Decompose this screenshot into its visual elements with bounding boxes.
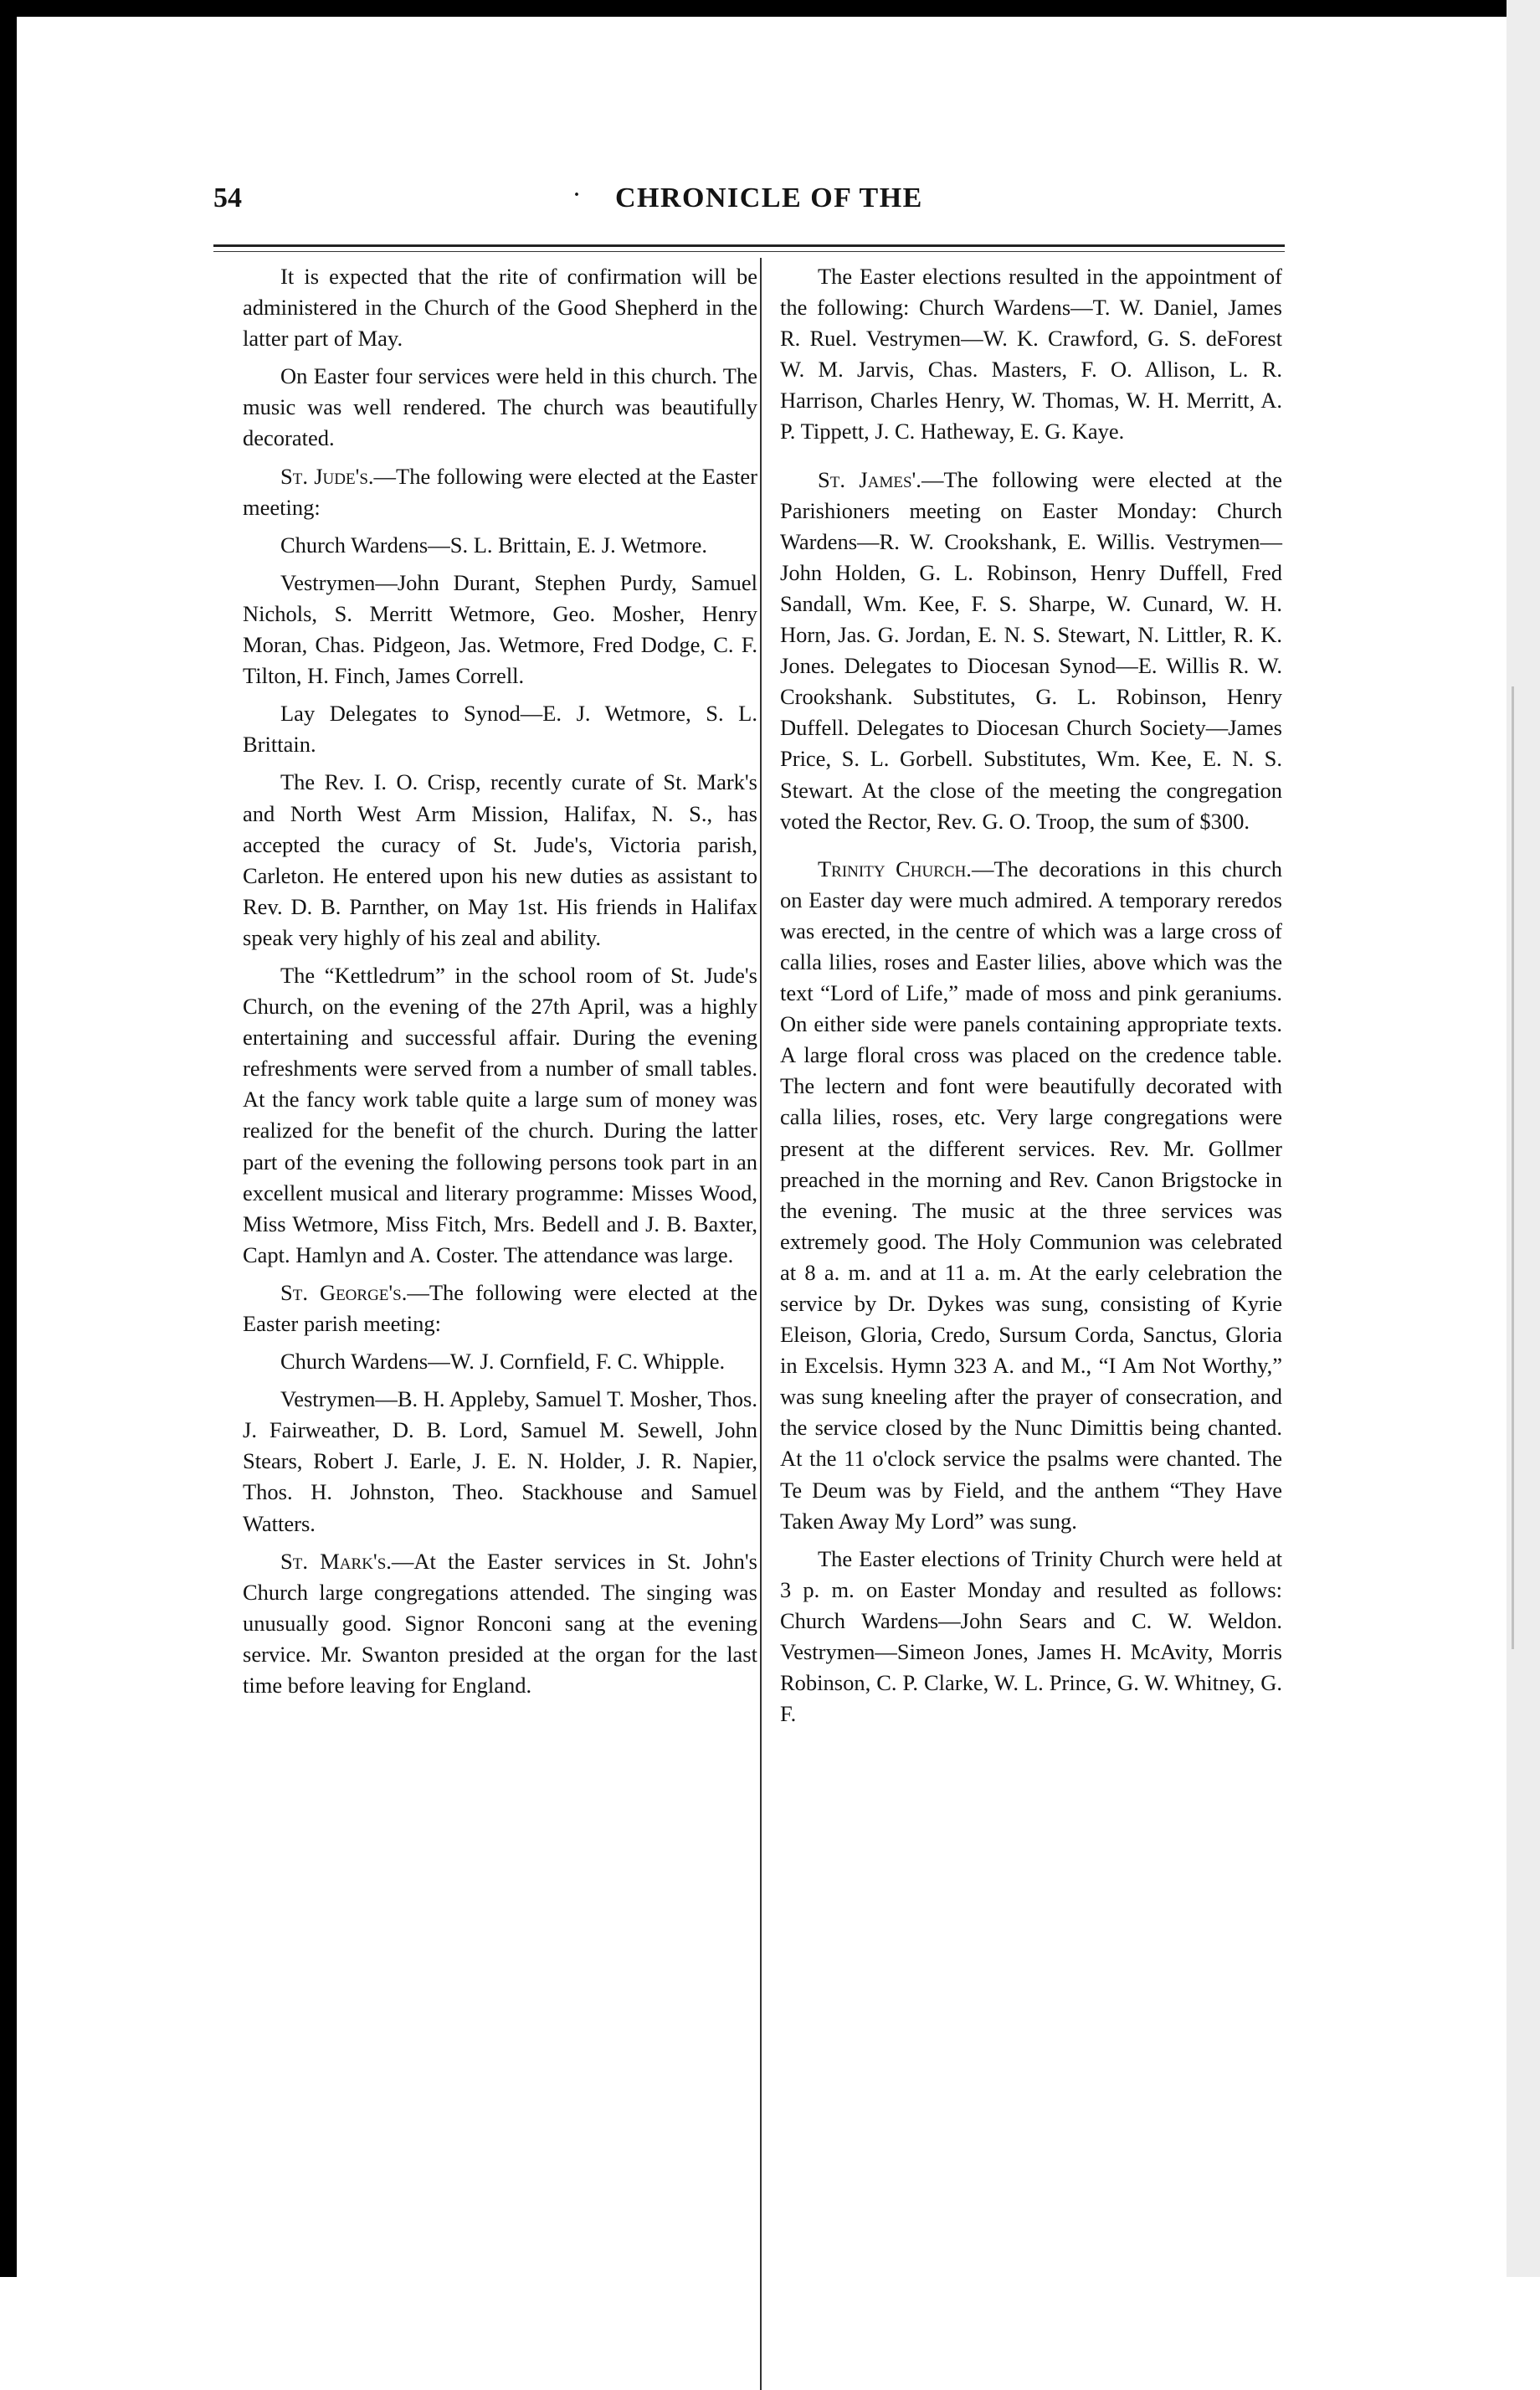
paragraph-vestrymen: Vestrymen—John Durant, Stephen Purdy, Samuel Nichols, S. Merritt Wetmore, Geo. Mosher, Henry Moran, Chas. Pidgeon, Jas. Wetmore, Fred Dodge, C. F. Tilton, H. Finch, James Correll. — [243, 569, 757, 689]
right-column — [780, 261, 1282, 1730]
column-divider — [760, 258, 762, 2390]
page-edge-shadow — [1512, 686, 1519, 1649]
header-rule-thin — [213, 251, 1285, 252]
section-text: —The decorations in this church on Easter day were much admired. A temporary reredos was erected, in the centre of which was a large cross of calla lilies, roses and Easter lilies, above which was the text “Lord of Life,” made of moss and pink geraniums. On either side were panels containing appropriate texts. A large floral cross was placed on the credence table. The lectern and font were beautifully decorated with calla lilies, roses, etc. Very large congregations were present at the different services. Rev. Mr. Gollmer preached in the morning and Rev. Canon Brigstocke in the evening. The music at the three services was extremely good. The Holy Communion was celebrated at 8 a. m. and at 11 a. m. At the early celebration the service by Dr. Dykes was sung, consisting of Kyrie Eleison, Gloria, Credo, Sursum Corda, Sanctus, Gloria in Excelsis. Hymn 323 A. and M., “I Am Not Worthy,” was sung kneeling after the prayer of consecration, and the service closed by the Nunc Dimittis being chanted. At the 11 o'clock service the psalms were chanted. The Te Deum was by Field, and the anthem “They Have Taken Away My Lord” was sung. — [780, 856, 1282, 1534]
paragraph-st-georges — [243, 1277, 757, 1339]
header-rule-thick — [213, 244, 1285, 247]
paragraph-kettledrum: The “Kettledrum” in the school room of St. Jude's Church, on the evening of the 27th April, was a highly entertaining and successful affair. During the evening refreshments were served from a number of small tables. At the fancy work table quite a large sum of money was realized for the benefit of the church. During the latter part of the evening the following persons took part in an excellent musical and literary programme: Misses Wood, Miss Wetmore, Miss Fitch, Mrs. Bedell and J. B. Baxter, Capt. Hamlyn and A. Coster. The attendance was large. — [243, 962, 757, 1267]
running-title: CHRONICLE OF THE — [615, 182, 923, 213]
paragraph-easter-services: On Easter four services were held in this church. The music was well rendered. The church was beautifully decorated. — [243, 363, 757, 451]
header-dot: · — [573, 184, 581, 206]
section-heading-st-georges: St. George's. — [280, 1279, 408, 1305]
paragraph-trinity-elections: The Easter elections of Trinity Church were held at 3 p. m. on Easter Monday and resulted as follows: Church Wardens—John Sears and C. W. Weldon. Vestrymen—Simeon Jones, James H. McAvity, Morris Robinson, C. P. Clarke, W. L. Prince, G. W. Whitney, G. F. — [780, 1545, 1282, 1727]
scan-top-border — [0, 0, 1540, 17]
paragraph-confirmation: It is expected that the rite of confirmation will be administered in the Church of the Good Shepherd in the latter part of May. — [243, 264, 757, 352]
page-header — [213, 182, 1285, 233]
page-number: 54 — [213, 182, 242, 213]
paragraph-church-wardens: Church Wardens—W. J. Cornfield, F. C. Whipple. — [280, 1349, 726, 1375]
section-heading-st-marks: St. Mark's. — [280, 1548, 392, 1574]
section-heading-trinity-church: Trinity Church. — [818, 856, 972, 881]
paragraph-church-wardens: Church Wardens—S. L. Brittain, E. J. Wetmore. — [280, 532, 707, 558]
section-text: —The following were elected at the Easter meeting: — [243, 463, 758, 520]
section-text: —The following were elected at the Easter parish meeting: — [243, 1279, 757, 1336]
paragraph-trinity-church — [780, 854, 1282, 1537]
section-text: —At the Easter services in St. John's Church large congregations attended. The singing was unusually good. Signor Ronconi sang at the evening service. Mr. Swanton presided at the organ for the last time before leaving for England. — [243, 1548, 757, 1699]
section-text: —The following were elected at the Parishioners meeting on Easter Monday: Church Wardens—R. W. Crookshank, E. Willis. Vestrymen—John Holden, G. L. Robinson, Henry Duffell, Fred Sandall, Wm. Kee, F. S. Sharpe, W. Cunard, W. H. Horn, Jas. G. Jordan, E. N. S. Stewart, N. Littler, R. K. Jones. Delegates to Diocesan Synod—E. Willis R. W. Crookshank. Substitutes, G. L. Robinson, Henry Duffell. Delegates to Diocesan Church Society—James Price, S. L. Gorbell. Substitutes, Wm. Kee, E. N. S. Stewart. At the close of the meeting the congregation voted the Rector, Rev. G. O. Troop, the sum of $300. — [780, 466, 1282, 834]
paragraph-st-judes — [243, 461, 757, 523]
paragraph-st-marks — [243, 1546, 757, 1701]
paragraph-vestrymen: Vestrymen—B. H. Appleby, Samuel T. Mosher, Thos. J. Fairweather, D. B. Lord, Samuel M. Sewell, John Stears, Robert J. Earle, J. E. N. Holder, J. R. Napier, Thos. H. Johnston, Theo. Stackhouse and Samuel Watters. — [243, 1386, 757, 1536]
section-heading-st-james: St. James'. — [818, 466, 921, 492]
paragraph-lay-delegates: Lay Delegates to Synod—E. J. Wetmore, S. L. Brittain. — [243, 701, 757, 758]
scan-left-border — [0, 0, 17, 2277]
left-column — [243, 261, 757, 1701]
paragraph-easter-elections: The Easter elections resulted in the appointment of the following: Church Wardens—T. W. Daniel, James R. Ruel. Vestrymen—W. K. Crawford, G. S. deForest W. M. Jarvis, Chas. Masters, F. O. Allison, L. R. Harrison, Charles Henry, W. Thomas, W. H. Merritt, A. P. Tippett, J. C. Hatheway, E. G. Kaye. — [780, 264, 1282, 445]
paragraph-rev-crisp: The Rev. I. O. Crisp, recently curate of St. Mark's and North West Arm Mission, Halifax, N. S., has accepted the curacy of St. Jude's, Victoria parish, Carleton. He entered upon his new duties as assistant to Rev. D. B. Parnther, on May 1st. His friends in Halifax speak very highly of his zeal and ability. — [243, 769, 757, 950]
section-heading-st-judes: St. Jude's. — [280, 463, 374, 489]
paragraph-st-james — [780, 465, 1282, 837]
